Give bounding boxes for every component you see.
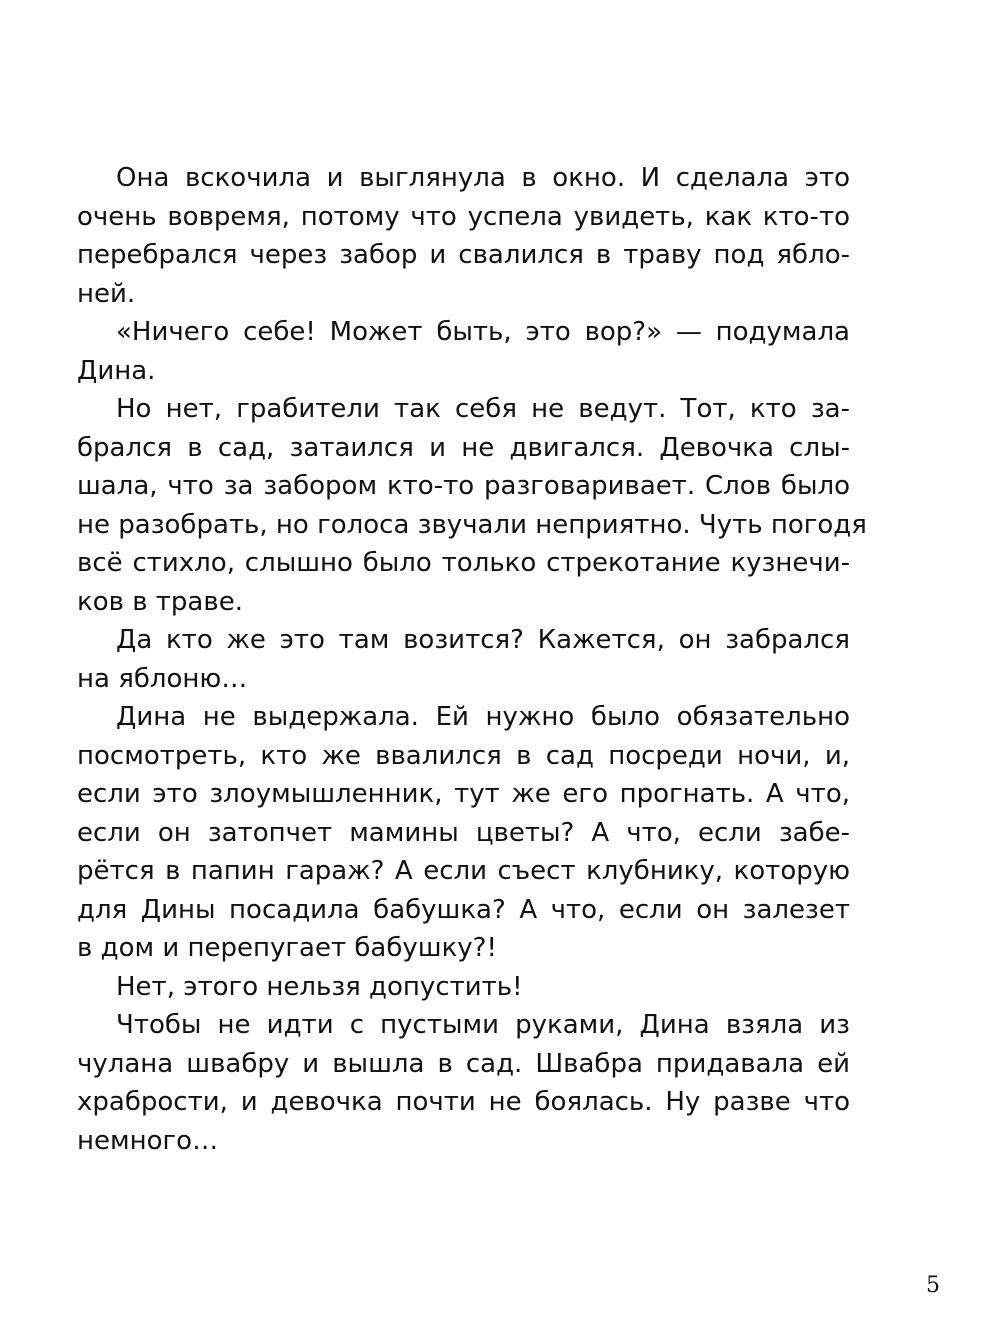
text-line: если это злоумышленник, тут же его прогнать. А что,: [77, 779, 850, 809]
text-line: Дина.: [77, 355, 156, 386]
paragraph: [77, 313, 850, 390]
text-line: Да кто же это там возится? Кажется, он забрался: [116, 625, 850, 655]
paragraph: [77, 159, 850, 313]
paragraph: [77, 621, 850, 698]
text-line: всё стихло, слышно было только стрекотание кузнечи-: [77, 548, 850, 578]
story-text: [77, 159, 867, 1160]
text-line: брался в сад, затаился и не двигался. Девочка слы-: [77, 432, 850, 463]
text-line: посмотреть, кто же ввалился в сад посреди ночи, и,: [77, 740, 850, 771]
text-line: Чтобы не идти с пустыми руками, Дина взяла из: [116, 1010, 850, 1040]
text-line: храбрости, и девочка почти не боялась. Ну разве что: [77, 1087, 850, 1117]
text-line: чулана швабру и вышла в сад. Швабра придавала ей: [77, 1048, 850, 1079]
paragraph: [77, 390, 867, 621]
text-line: Нет, этого нельзя допустить!: [116, 971, 523, 1002]
text-line: «Ничего себе! Может быть, это вор?» — подумала: [116, 317, 850, 347]
text-line: если он затопчет мамины цветы? А что, если забе-: [77, 817, 850, 848]
text-line: для Дины посадила бабушка? А что, если он залезет: [77, 894, 850, 925]
paragraph: [77, 698, 850, 968]
paragraph: [77, 968, 850, 1007]
text-line: на яблоню…: [77, 663, 248, 694]
text-line: Дина не выдержала. Ей нужно было обязательно: [116, 702, 850, 732]
text-line: в дом и перепугает бабушку?!: [77, 933, 497, 963]
paragraph: [77, 1006, 850, 1160]
text-line: немного…: [77, 1125, 219, 1156]
text-line: Она вскочила и выглянула в окно. И сделала это: [116, 163, 850, 193]
text-line: шала, что за забором кто-то разговаривает. Слов было: [77, 471, 850, 501]
text-line: Но нет, грабители так себя не ведут. Тот, кто за-: [116, 394, 850, 424]
page-number: 5: [926, 1273, 940, 1298]
text-line: ней.: [77, 278, 136, 309]
text-line: не разобрать, но голоса звучали неприятно. Чуть погодя: [77, 509, 867, 540]
text-line: рётся в папин гараж? А если съест клубнику, которую: [77, 856, 850, 886]
text-line: очень вовремя, потому что успела увидеть, как кто-то: [77, 201, 850, 232]
text-line: перебрался через забор и свалился в траву под ябло-: [77, 240, 850, 270]
text-line: ков в траве.: [77, 586, 243, 617]
